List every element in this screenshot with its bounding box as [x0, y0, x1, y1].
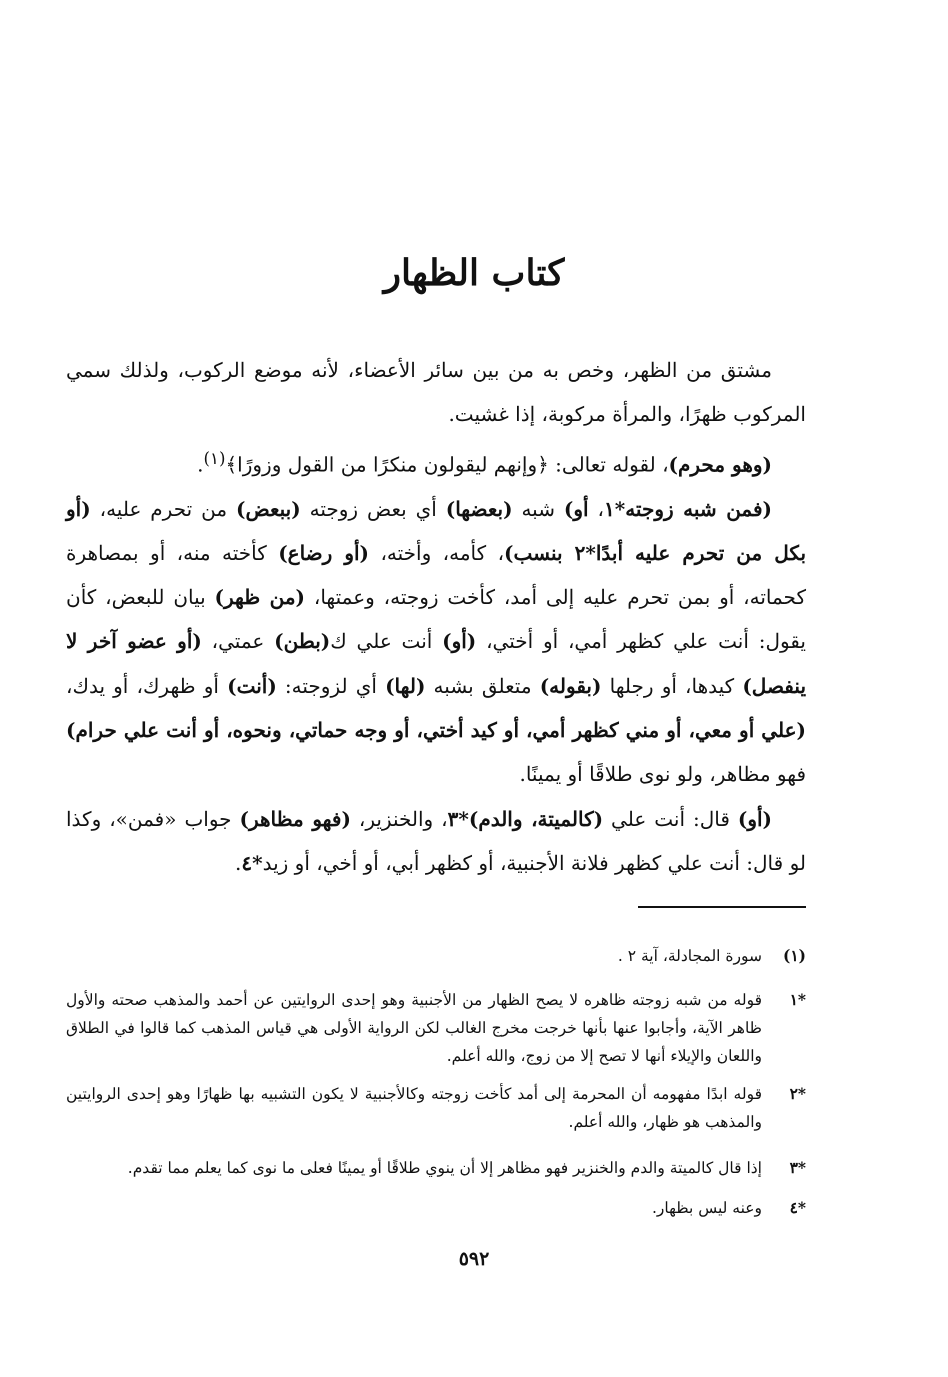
paragraph-definition: مشتق من الظهر، وخص به من بين سائر الأعضاء، لأنه موضع الركوب، ولذلك سمي المركوب ظهرًا، والمرأة مركوبة، إذا غشيت. [66, 358, 806, 427]
paragraph-other-cases [66, 797, 806, 886]
footnote-text: قوله ابدًا مفهومه أن المحرمة إلى أمد كأخت زوجته وكالأجنبية لا يكون التشبيه بها ظهارًا وهو إحدى الروايتين والمذهب هو ظهار، والله أعلم. [66, 1085, 762, 1131]
footnote-2 [66, 986, 806, 1070]
text-run: ، [588, 496, 604, 521]
text-run: بيان للبعض، كأن يقول: أنت علي كظهر أمي، أو أختي، [66, 585, 806, 654]
bold-term: (كالميتة، والدم) [468, 806, 604, 831]
text-run: أي بعض زوجته [300, 496, 446, 521]
footnote-marker: *٣ [447, 806, 469, 831]
bold-term: (لها) [385, 673, 426, 698]
bold-term: (علي أو معي، أو مني كظهر أمي، أو كيد أختي، أو وجه حماتي، ونحوه، أو أنت علي حرام) [66, 718, 806, 743]
bold-term: (فمن شبه زوجته [625, 496, 773, 521]
bold-term: (من ظهر) [214, 585, 306, 610]
text-run: أنت علي ك [330, 629, 443, 654]
paragraph-ruling [66, 437, 806, 487]
bold-term: (بطن) [274, 629, 331, 654]
main-text [66, 348, 806, 885]
text-run: قال: أنت علي [603, 806, 738, 831]
footnote-marker: *٢ [789, 1084, 806, 1103]
text-run: جواب «فمن»، وكذا لو قال: أنت علي كظهر فلانة الأجنبية، أو كظهر أبي، أو أخي، أو زيد [66, 806, 806, 875]
footnote-marker: *٢ [574, 540, 596, 565]
footnote-marker: *٣ [789, 1158, 806, 1177]
text-run: ، لقوله تعالى: ﴿وإنهم ليقولون منكرًا من القول وزورًا﴾ [225, 452, 669, 477]
bold-term: (وهو محرم) [668, 452, 772, 477]
footnote-marker: *٤ [789, 1198, 806, 1217]
text-run: أي لزوجته: [276, 673, 386, 698]
bold-term: (أو) [737, 806, 772, 831]
footnote-1 [66, 942, 806, 970]
footnote-3 [66, 1080, 806, 1136]
footnote-ref: (١) [203, 448, 226, 468]
text-run: . [197, 452, 204, 477]
text-run: ، كأمه، وأخته، [369, 540, 505, 565]
bold-term: (أو بكل من تحرم عليه أبدًا [66, 496, 807, 565]
bold-term: بنسب) [504, 540, 575, 565]
text-run: شبه [512, 496, 564, 521]
bold-term: (أو) [442, 629, 477, 654]
footnote-separator [638, 906, 806, 908]
footnote-marker: (١) [782, 946, 806, 965]
footnote-text: إذا قال كالميتة والدم والخنزير فهو مظاهر إلا أن ينوي طلاقًا أو يمينًا فعلى ما نوى كما يعلم مما تقدم. [127, 1159, 762, 1177]
paragraph-cases [66, 487, 806, 797]
text-run: فهو مظاهر، ولو نوى طلاقًا أو يمينًا. [519, 762, 806, 787]
bold-term: (أو عضو آخر لا ينفصل) [66, 629, 807, 698]
bold-term: (أو رضاع) [278, 540, 370, 565]
footnote-text: وعنه ليس بظهار. [651, 1199, 762, 1217]
bold-term: (أنت) [227, 673, 277, 698]
chapter-title: كتاب الظهار [383, 252, 565, 294]
footnote-text: قوله من شبه زوجته ظاهره لا يصح الظهار من الأجنبية وهو إحدى الروايتين عن أحمد والمذهب صحته والأول ظاهر الآية، وأجابوا عنها بأنها خرجت مخرج الغالب لكن الرواية الأولى هي قياس المذهب كما قالوا في الطلاق واللعان والإيلاء أنها لا تصح إلا من زوج، والله أعلم. [66, 991, 762, 1065]
bold-term: (بعضها) [445, 496, 513, 521]
bold-term: (ببعض) [235, 496, 301, 521]
bold-term: أو) [563, 496, 589, 521]
text-run: من تحرم عليه، [90, 496, 236, 521]
footnote-4 [66, 1154, 806, 1182]
text-run: عمتي، [201, 629, 275, 654]
footnote-marker: *٤ [241, 850, 263, 875]
text-run: متعلق بشبه [425, 673, 540, 698]
text-run: ، والخنزير، [350, 806, 448, 831]
page-number: ٥٩٢ [458, 1248, 490, 1270]
footnote-text: سورة المجادلة، آية ٢ . [617, 947, 762, 965]
text-run: كيدها، أو رجلها [601, 673, 743, 698]
text-run: كأخته منه، أو بمصاهرة كحماته، أو بمن تحرم عليه إلى أمد، كأخت زوجته، وعمتها، [66, 540, 806, 610]
text-run: أو ظهرك، أو يدك، [66, 673, 228, 698]
text-run: . [235, 850, 242, 875]
bold-term: (بقوله) [539, 673, 602, 698]
bold-term: (فهو مظاهر) [239, 806, 351, 831]
footnote-5 [66, 1194, 806, 1222]
footnote-marker: *١ [603, 496, 626, 521]
footnote-marker: *١ [789, 990, 806, 1009]
